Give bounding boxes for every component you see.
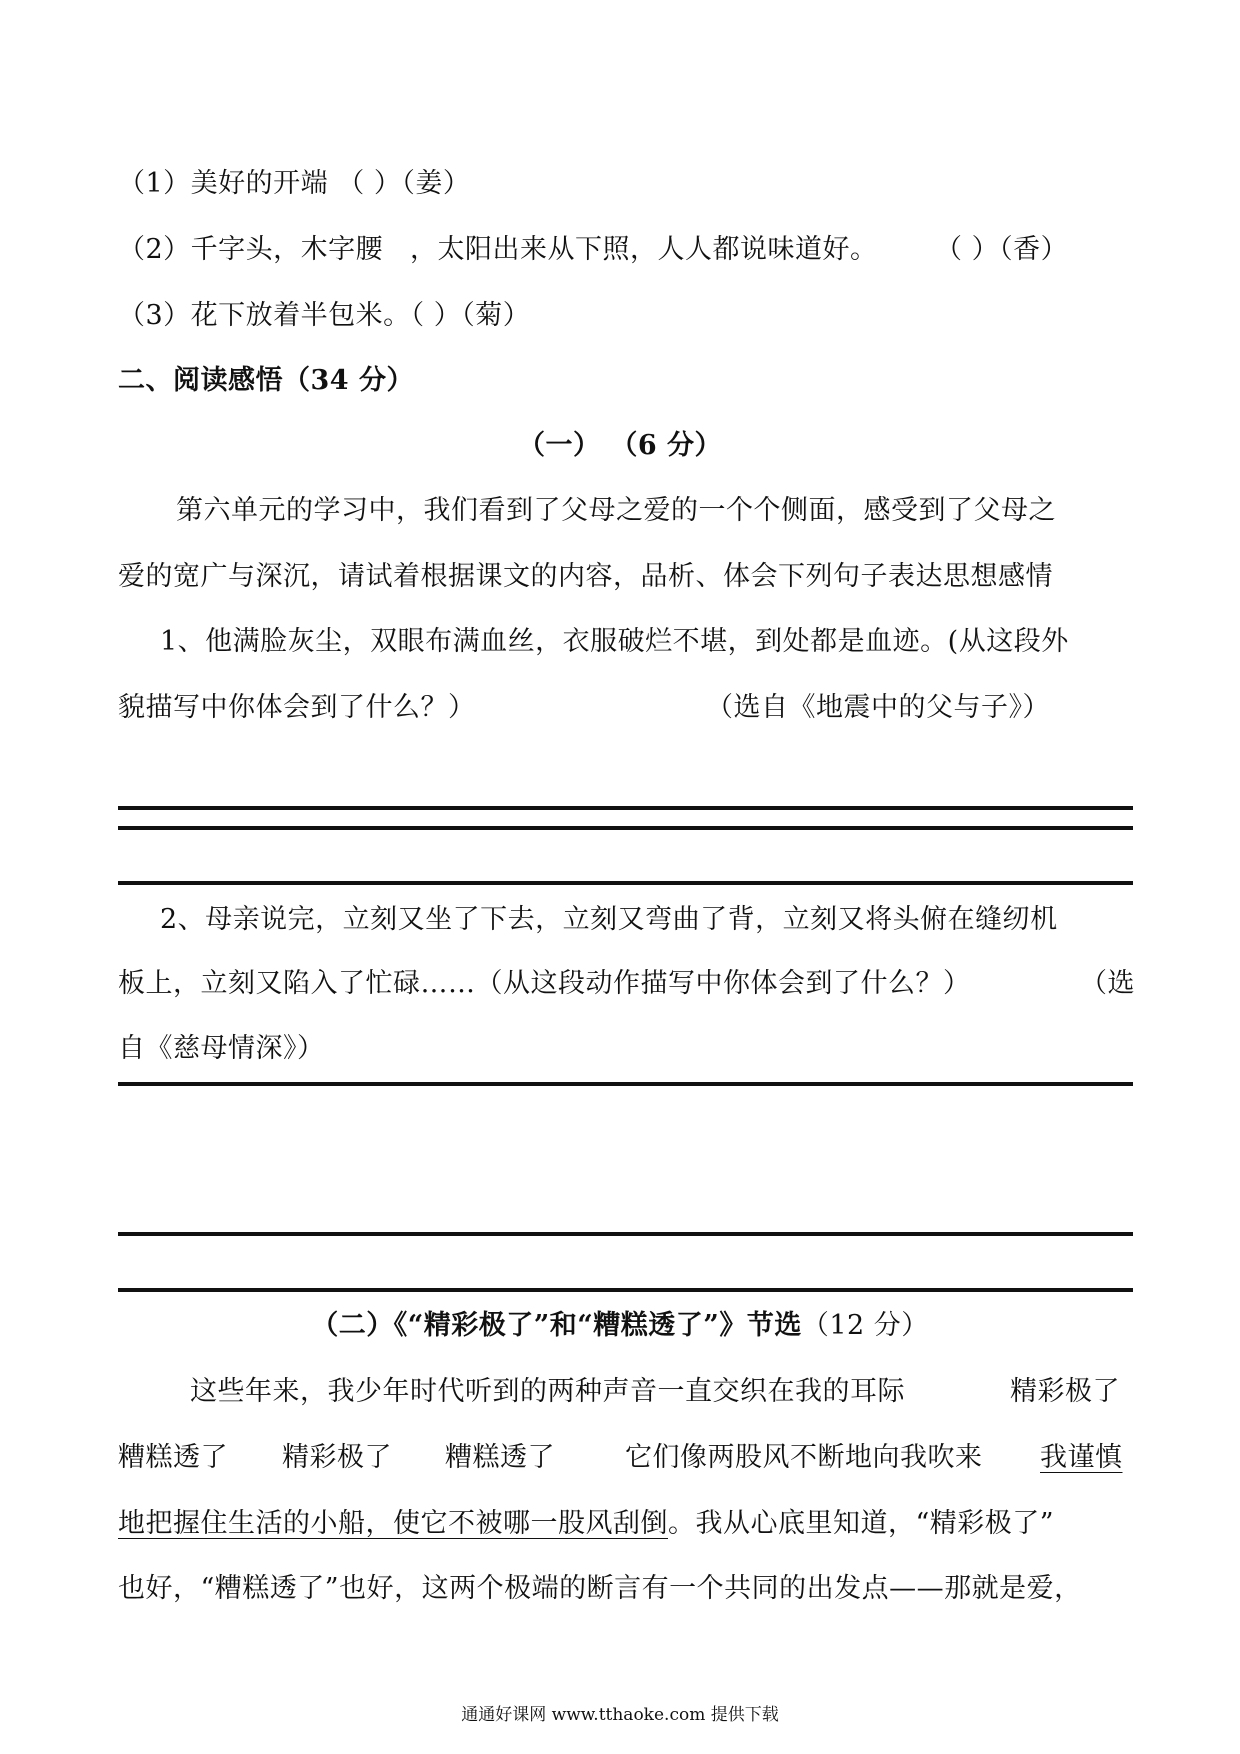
riddle-item-2-answer: （ ）（香） bbox=[935, 234, 1069, 265]
passage-line-2c: 糟糕透了 bbox=[445, 1442, 555, 1473]
answer-line bbox=[118, 1082, 1133, 1086]
passage-line-1b: 精彩极了 bbox=[1010, 1376, 1120, 1407]
question-1-line-2: 貌描写中你体会到了什么？） bbox=[118, 692, 476, 723]
part2-heading-score: （12 分） bbox=[801, 1310, 929, 1341]
passage-line-2a: 糟糕透了 bbox=[118, 1442, 228, 1473]
passage-line-2b: 精彩极了 bbox=[282, 1442, 392, 1473]
riddle-item-1: （1）美好的开端 （ ）（姜） bbox=[118, 168, 471, 199]
passage-line-2e-underlined: 我谨慎 bbox=[1040, 1442, 1123, 1473]
riddle-item-2-part2: ，太阳出来从下照，人人都说味道好。 bbox=[410, 234, 878, 265]
passage-line-4: 也好，“糟糕透了”也好，这两个极端的断言有一个共同的出发点——那就是爱， bbox=[118, 1573, 1082, 1604]
question-2-line-2-tail: （选 bbox=[1080, 968, 1135, 999]
answer-line bbox=[118, 1232, 1133, 1236]
passage-line-3b: 。我从心底里知道，“精彩极了” bbox=[668, 1508, 1055, 1539]
answer-line bbox=[118, 881, 1133, 885]
part1-intro-line-2: 爱的宽广与深沉，请试着根据课文的内容，品析、体会下列句子表达思想感情 bbox=[118, 561, 1053, 592]
question-2-line-2: 板上，立刻又陷入了忙碌……（从这段动作描写中你体会到了什么？） bbox=[118, 968, 971, 999]
part1-heading: （一） （6 分） bbox=[517, 430, 723, 461]
question-1-line-1: 1、他满脸灰尘，双眼布满血丝，衣服破烂不堪，到处都是血迹。(从这段外 bbox=[160, 626, 1069, 657]
answer-line bbox=[118, 806, 1133, 810]
section-title: 二、阅读感悟（34 分） bbox=[118, 365, 414, 396]
passage-line-2d: 它们像两股风不断地向我吹来 bbox=[625, 1442, 983, 1473]
question-2-line-1: 2、母亲说完，立刻又坐了下去，立刻又弯曲了背，立刻又将头俯在缝纫机 bbox=[160, 904, 1058, 935]
passage-line-1a: 这些年来，我少年时代听到的两种声音一直交织在我的耳际 bbox=[190, 1376, 905, 1407]
question-1-source: （选自《地震中的父与子》） bbox=[706, 692, 1050, 723]
answer-line bbox=[118, 826, 1133, 830]
passage-line-3a-underlined: 地把握住生活的小船，使它不被哪一股风刮倒 bbox=[118, 1508, 668, 1539]
riddle-item-2-part1: （2）千字头，木字腰 bbox=[118, 234, 384, 265]
part2-heading-title: （二）《“精彩极了”和“糟糕透了”》节选 bbox=[311, 1310, 802, 1341]
part1-intro-line-1: 第六单元的学习中，我们看到了父母之爱的一个个侧面，感受到了父母之 bbox=[176, 495, 1056, 526]
page-footer: 通通好课网 www.tthaoke.com 提供下载 bbox=[461, 1705, 779, 1725]
riddle-item-3: （3）花下放着半包米。（ ）（菊） bbox=[118, 300, 531, 331]
question-2-line-3: 自《慈母情深》） bbox=[118, 1033, 325, 1064]
part2-heading bbox=[0, 1312, 1240, 1339]
answer-line bbox=[118, 1288, 1133, 1292]
